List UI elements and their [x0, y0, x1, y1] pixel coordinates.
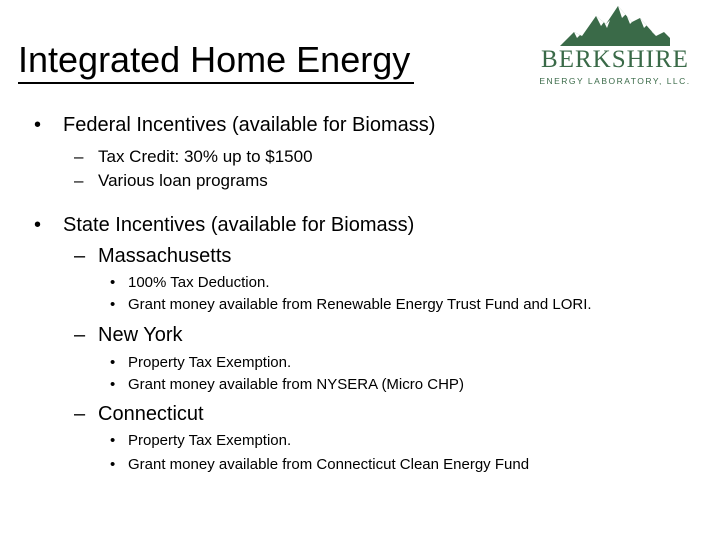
dash: –: [74, 403, 86, 425]
sub-bullet: •: [110, 432, 116, 449]
mountain-icon: [560, 2, 670, 50]
federal-heading: Federal Incentives (available for Biomass): [63, 114, 436, 136]
state-item: Property Tax Exemption.: [128, 354, 292, 371]
dash: –: [74, 147, 84, 166]
sub-bullet: •: [110, 376, 116, 393]
sub-bullet: •: [110, 274, 116, 291]
state-name: New York: [98, 324, 183, 346]
state-item: Property Tax Exemption.: [128, 432, 292, 449]
bullet: •: [34, 114, 42, 136]
federal-item: Various loan programs: [98, 171, 268, 190]
state-item: Grant money available from Renewable Energy Trust Fund and LORI.: [128, 296, 592, 313]
logo-name: BERKSHIRE: [541, 46, 689, 73]
state-item: 100% Tax Deduction.: [128, 274, 270, 291]
slide-title: Integrated Home Energy: [18, 38, 414, 84]
state-item: Grant money available from NYSERA (Micro CHP): [128, 376, 464, 393]
state-heading: State Incentives (available for Biomass): [63, 214, 415, 236]
state-name: Massachusetts: [98, 245, 232, 267]
dash: –: [74, 245, 86, 267]
sub-bullet: •: [110, 456, 116, 473]
state-name: Connecticut: [98, 403, 204, 425]
dash: –: [74, 171, 84, 190]
bullet: •: [34, 214, 42, 236]
dash: –: [74, 324, 86, 346]
federal-item: Tax Credit: 30% up to $1500: [98, 147, 313, 166]
logo-subtitle: ENERGY LABORATORY, LLC.: [539, 76, 691, 86]
berkshire-logo: [520, 2, 710, 92]
sub-bullet: •: [110, 354, 116, 371]
state-item: Grant money available from Connecticut Clean Energy Fund: [128, 456, 530, 473]
sub-bullet: •: [110, 296, 116, 313]
